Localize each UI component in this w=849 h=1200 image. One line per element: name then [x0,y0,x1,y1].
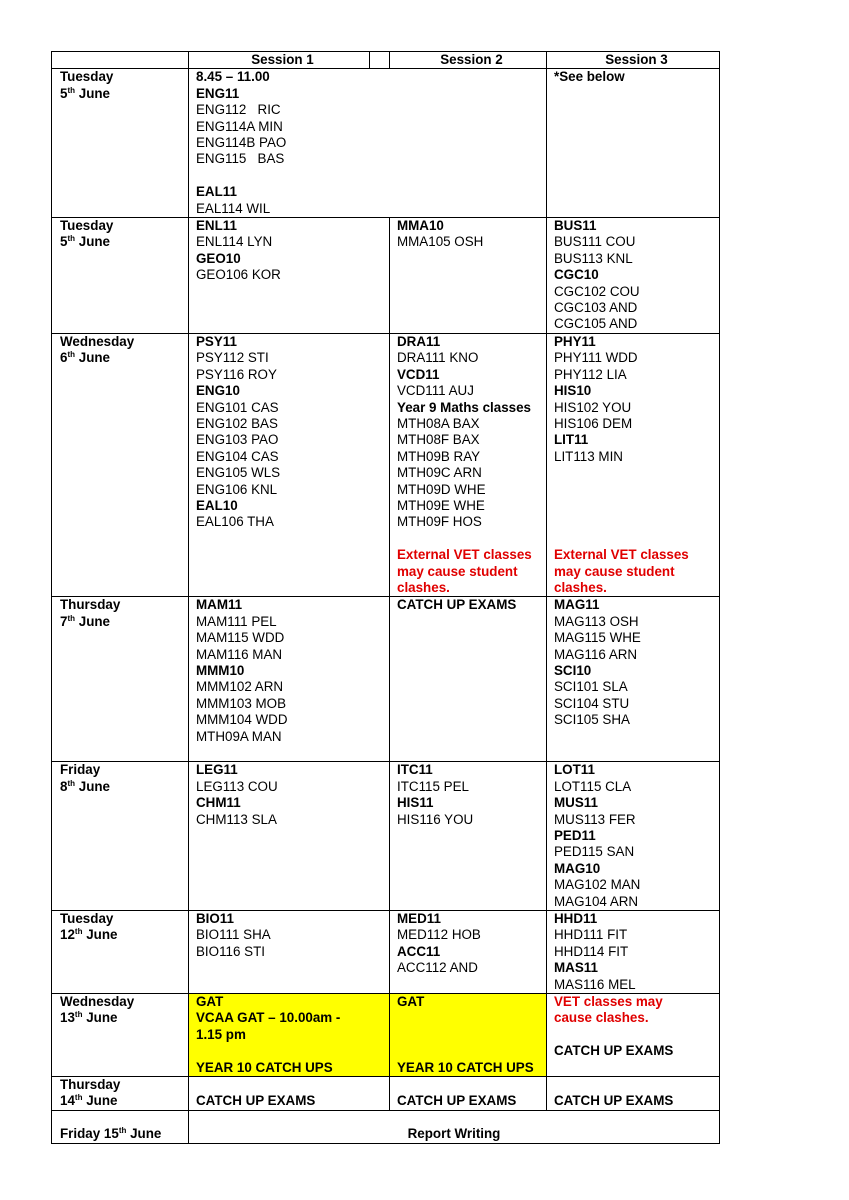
session-1-cell [189,333,390,596]
session-2-cell [390,1077,547,1111]
day-name: Thursday [60,1077,121,1093]
subject-code: PHY11 [554,333,596,349]
subject-code: GEO10 [196,250,241,266]
class-entry: MAM115 WDD [196,630,285,646]
class-entry: MTH09B RAY [397,448,481,464]
class-entry: MAG102 MAN [554,877,641,893]
vet-warning: may cause student [554,563,675,579]
class-entry: PSY116 ROY [196,366,277,382]
subject-code: MAS11 [554,960,598,976]
subject-code: PED11 [554,828,596,843]
class-entry: DRA111 KNO [397,350,479,366]
session-1-cell [189,911,390,994]
class-entry: HHD114 FIT [554,943,629,959]
day-date: 5th June [60,234,111,250]
class-entry: EAL114 WIL [196,200,271,216]
vet-warning: may cause student [397,563,518,579]
vet-warning: cause clashes. [554,1010,649,1026]
class-entry: CHM113 SLA [196,811,277,827]
table-row [52,597,720,762]
exam-timetable [51,51,720,1144]
class-entry: ENG114B PAO [196,135,287,151]
day-cell [52,69,189,218]
class-entry: BUS111 COU [554,234,636,250]
vet-warning: clashes. [554,579,607,595]
class-entry: MAM116 MAN [196,646,283,662]
class-entry: SCI105 SHA [554,712,630,728]
day-name: Wednesday [60,333,135,349]
day-cell [52,762,189,911]
class-entry: PED115 SAN [554,844,635,860]
table-row [52,1077,720,1111]
day-cell [52,218,189,334]
class-entry: ACC112 AND [397,960,478,976]
session-2-cell [390,333,547,596]
see-below-note: *See below [554,69,625,85]
gat-time: 1.15 pm [196,1026,246,1042]
header-day [52,52,189,69]
class-entry: HIS116 YOU [397,811,474,827]
day-name: Tuesday [60,911,114,927]
day-name: Wednesday [60,994,135,1010]
subject-code: ITC11 [397,762,433,778]
day-date: 14th June [60,1093,118,1109]
day-date: 7th June [60,613,111,629]
report-writing-label: Report Writing [407,1126,501,1142]
class-entry: MTH09E WHE [397,497,485,513]
class-entry: ENG103 PAO [196,432,279,448]
gat-time: VCAA GAT – 10.00am - [196,1010,341,1026]
subject-code: DRA11 [397,333,441,349]
day-cell [52,597,189,762]
subject-code: MAG11 [554,597,600,613]
gat-label: GAT [397,994,425,1010]
class-entry: SCI104 STU [554,695,630,711]
session-3-cell [547,597,720,762]
session-1-cell [189,994,390,1077]
class-entry: MAG104 ARN [554,893,639,909]
vet-warning: clashes. [397,579,450,595]
class-entry: PHY112 LIA [554,366,627,382]
day-cell [52,1110,189,1143]
class-entry: EAL106 THA [196,514,274,530]
class-entry: ENG112 RIC [196,102,281,118]
class-entry: ENG104 CAS [196,448,279,464]
day-name: Friday [60,762,101,778]
session-3-cell [547,994,720,1077]
header-session-2: Session 2 [390,52,547,69]
table-row [52,333,720,596]
header-session-3: Session 3 [547,52,720,69]
class-entry: HIS106 DEM [554,415,633,431]
subject-code: LIT11 [554,432,589,448]
class-entry: ENG101 CAS [196,399,279,415]
class-entry: ENG115 BAS [196,151,285,167]
class-entry: ENG114A MIN [196,118,283,134]
day-cell [52,994,189,1077]
subject-code: MUS11 [554,795,598,811]
class-entry: ENL114 LYN [196,234,273,250]
class-entry: BIO116 STI [196,943,265,959]
subject-code: MED11 [397,911,441,927]
subject-code: PSY11 [196,333,237,349]
class-entry: GEO106 KOR [196,267,281,283]
class-entry: ENG105 WLS [196,465,281,481]
catch-up-label: CATCH UP EXAMS [397,597,517,613]
subject-code: MMA10 [397,218,444,234]
day-name: Thursday [60,597,121,613]
class-entry: ENG106 KNL [196,481,278,497]
class-entry: MAM111 PEL [196,613,277,629]
subject-code: ACC11 [397,943,441,959]
header-session-1: Session 1 [189,52,370,69]
subject-code: ENL11 [196,218,237,234]
class-entry: LEG113 COU [196,778,278,794]
subject-code: SCI10 [554,663,592,678]
table-row [52,218,720,334]
catch-up-label: CATCH UP EXAMS [554,1093,674,1109]
subject-code: MAG10 [554,860,601,876]
session-2-cell [390,218,547,334]
session-3-cell [547,218,720,334]
session-3-cell [547,69,720,218]
class-entry: MED112 HOB [397,927,481,943]
class-entry: MMA105 OSH [397,234,484,250]
class-entry: CGC103 AND [554,300,638,316]
day-date: Friday 15th June [60,1126,162,1142]
subject-code: BUS11 [554,218,597,234]
session-1-cell [189,69,547,218]
catch-up-label: CATCH UP EXAMS [554,1043,674,1059]
session-1-cell [189,762,390,911]
session-2-cell [390,994,547,1077]
catch-up-label: CATCH UP EXAMS [397,1093,517,1109]
subject-code: MMM10 [196,663,245,678]
class-entry: MTH09F HOS [397,514,482,530]
gat-label: GAT [196,994,224,1010]
class-entry: LOT115 CLA [554,778,632,794]
day-date: 12th June [60,927,118,943]
class-entry: ENG102 BAS [196,415,278,431]
class-entry: MMM104 WDD [196,712,288,728]
class-entry: MAG113 OSH [554,613,639,629]
class-entry: MAS116 MEL [554,976,636,992]
subject-code: HHD11 [554,911,598,927]
day-name: Tuesday [60,218,114,234]
class-entry: LIT113 MIN [554,448,623,464]
class-entry: MTH09C ARN [397,465,482,481]
table-row [52,762,720,911]
class-entry: HHD111 FIT [554,927,628,943]
session-3-cell [547,911,720,994]
subject-code: EAL10 [196,497,238,513]
day-date: 13th June [60,1010,118,1026]
session-2-cell [390,762,547,911]
class-entry: MTH08F BAX [397,432,480,448]
session-1-cell [189,1077,390,1111]
class-entry: VCD111 AUJ [397,383,474,399]
class-entry: MTH09D WHE [397,481,486,497]
class-entry: BIO111 SHA [196,927,271,943]
day-name: Tuesday [60,69,114,85]
vet-warning: VET classes may [554,994,663,1010]
subject-code: HIS11 [397,795,434,811]
subject-code: Year 9 Maths classes [397,399,531,415]
class-entry: CGC102 COU [554,283,640,299]
subject-code: ENG11 [196,85,240,101]
session-1-cell [189,597,390,762]
day-date: 6th June [60,350,111,366]
class-entry: MAG116 ARN [554,646,638,662]
class-entry: PSY112 STI [196,350,269,366]
class-entry: CGC105 AND [554,316,638,332]
class-entry: BUS113 KNL [554,250,633,266]
subject-code: MAM11 [196,597,243,613]
session-1-cell [189,218,390,334]
class-entry: MUS113 FER [554,811,636,827]
session-3-cell [547,1077,720,1111]
header-spacer [370,52,390,69]
table-row [52,911,720,994]
subject-code: EAL11 [196,184,237,200]
class-entry: MMM102 ARN [196,679,284,695]
class-entry: MTH09A MAN [196,728,282,744]
subject-code: CGC10 [554,267,599,283]
day-cell [52,1077,189,1111]
vet-warning: External VET classes [397,547,532,563]
session-2-cell [390,597,547,762]
time-label: 8.45 – 11.00 [196,69,270,85]
catch-up-label: CATCH UP EXAMS [196,1093,316,1109]
class-entry: PHY111 WDD [554,350,638,366]
class-entry: ITC115 PEL [397,778,469,794]
table-row [52,1110,720,1143]
session-3-cell [547,333,720,596]
vet-warning: External VET classes [554,547,689,563]
day-cell [52,333,189,596]
session-2-cell [390,911,547,994]
day-cell [52,911,189,994]
subject-code: LEG11 [196,762,238,778]
session-3-cell [547,762,720,911]
class-entry: MMM103 MOB [196,695,287,711]
subject-code: BIO11 [196,911,234,927]
subject-code: CHM11 [196,795,241,811]
table-row [52,994,720,1077]
header-row [52,52,720,69]
class-entry: MAG115 WHE [554,630,641,646]
class-entry: SCI101 SLA [554,679,628,695]
class-entry: MTH08A BAX [397,415,480,431]
subject-code: HIS10 [554,383,592,399]
subject-code: VCD11 [397,366,440,382]
day-date: 5th June [60,85,111,101]
subject-code: ENG10 [196,383,240,399]
class-entry: HIS102 YOU [554,399,632,415]
subject-code: LOT11 [554,762,595,778]
table-row [52,69,720,218]
year10-catch-ups: YEAR 10 CATCH UPS [397,1059,534,1075]
day-date: 8th June [60,778,111,794]
year10-catch-ups: YEAR 10 CATCH UPS [196,1059,333,1075]
report-writing-cell [189,1110,720,1143]
